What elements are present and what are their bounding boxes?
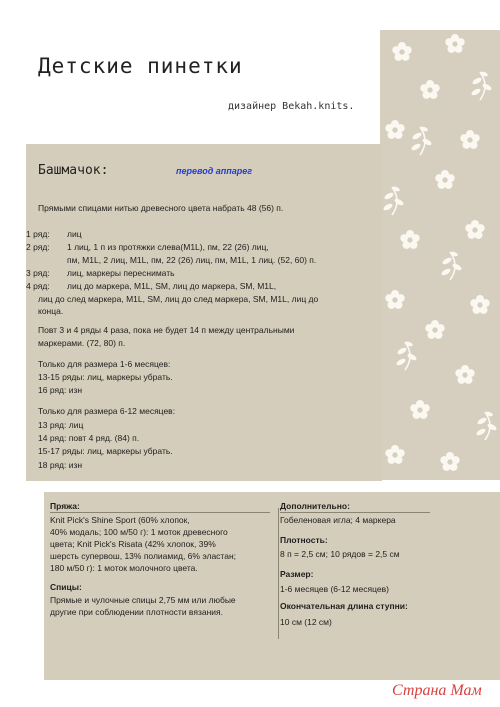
- floral-pattern-decoration: [380, 30, 500, 480]
- column-divider: [278, 508, 279, 639]
- row-text: лиц: [67, 229, 82, 239]
- needles-label: Спицы:: [50, 582, 82, 592]
- gauge-label: Плотность:: [280, 535, 328, 545]
- repeat-text: Повт 3 и 4 ряды 4 раза, пока не будет 14 п между центральными: [38, 325, 295, 335]
- row-label: 1 ряд:: [26, 229, 50, 239]
- size2-row: 13 ряд: лиц: [38, 420, 84, 430]
- divider: [50, 512, 270, 513]
- yarn-line: 180 м/50 г): 1 моток молочного цвета.: [50, 563, 198, 573]
- designer-credit: дизайнер Bekah.knits.: [228, 101, 355, 112]
- row-label: 4 ряд:: [26, 281, 50, 291]
- cast-on-text: Прямыми спицами нитью древесного цвета набрать 48 (56) п.: [38, 203, 284, 213]
- size-text: 1-6 месяцев (6-12 месяцев): [280, 584, 389, 594]
- size2-title: Только для размера 6-12 месяцев:: [38, 406, 176, 416]
- row-text: пм, M1L, 2 лиц, M1L, пм, 22 (26) лиц, пм, M1L, 1 лиц. (52, 60) п.: [67, 255, 317, 265]
- size1-title: Только для размера 1-6 месяцев:: [38, 359, 171, 369]
- gauge-text: 8 п = 2,5 см; 10 рядов = 2,5 см: [280, 549, 400, 559]
- yarn-line: 40% модаль; 100 м/50 г): 1 моток древесного: [50, 527, 228, 537]
- yarn-line: шерсть супервош, 13% полиамид, 6% эластан;: [50, 551, 236, 561]
- size1-row: 13-15 ряды: лиц, маркеры убрать.: [38, 372, 173, 382]
- size2-row: 15-17 ряды: лиц, маркеры убрать.: [38, 446, 173, 456]
- row-label: 2 ряд:: [26, 242, 50, 252]
- yarn-line: Knit Pick's Shine Sport (60% хлопок,: [50, 515, 190, 525]
- size-label: Размер:: [280, 569, 314, 579]
- repeat-text: маркерами. (72, 80) п.: [38, 338, 126, 348]
- size2-row: 18 ряд: изн: [38, 460, 83, 470]
- row-text: лиц, маркеры переснимать: [67, 268, 175, 278]
- row-label: 3 ряд:: [26, 268, 50, 278]
- needles-line: Прямые и чулочные спицы 2,75 мм или любые: [50, 595, 236, 605]
- yarn-label: Пряжа:: [50, 501, 80, 511]
- row-text: лиц до след маркера, M1L, SM, лиц до след маркера, SM, M1L, лиц до: [38, 294, 319, 304]
- yarn-line: цвета; Knit Pick's Risata (42% хлопок, 39%: [50, 539, 216, 549]
- site-watermark: Страна Мам: [392, 682, 482, 699]
- page-title: Детские пинетки: [38, 54, 243, 78]
- size1-row: 16 ряд: изн: [38, 385, 83, 395]
- extra-label: Дополнительно:: [280, 501, 350, 511]
- translator-credit: перевод аппарег: [176, 166, 253, 176]
- section-title: Башмачок:: [38, 163, 109, 178]
- row-text: лиц до маркера, M1L, SM, лиц до маркера, SM, M1L,: [67, 281, 277, 291]
- needles-line: другие при соблюдении плотности вязания.: [50, 607, 223, 617]
- foot-length-label: Окончательная длина ступни:: [280, 601, 408, 611]
- foot-length-text: 10 см (12 см): [280, 617, 332, 627]
- row-text: 1 лиц, 1 п из протяжки слева(M1L), пм, 22 (26) лиц,: [67, 242, 269, 252]
- row-text: конца.: [38, 306, 64, 316]
- divider: [280, 512, 430, 513]
- size2-row: 14 ряд: повт 4 ряд. (84) п.: [38, 433, 140, 443]
- extra-text: Гобеленовая игла; 4 маркера: [280, 515, 396, 525]
